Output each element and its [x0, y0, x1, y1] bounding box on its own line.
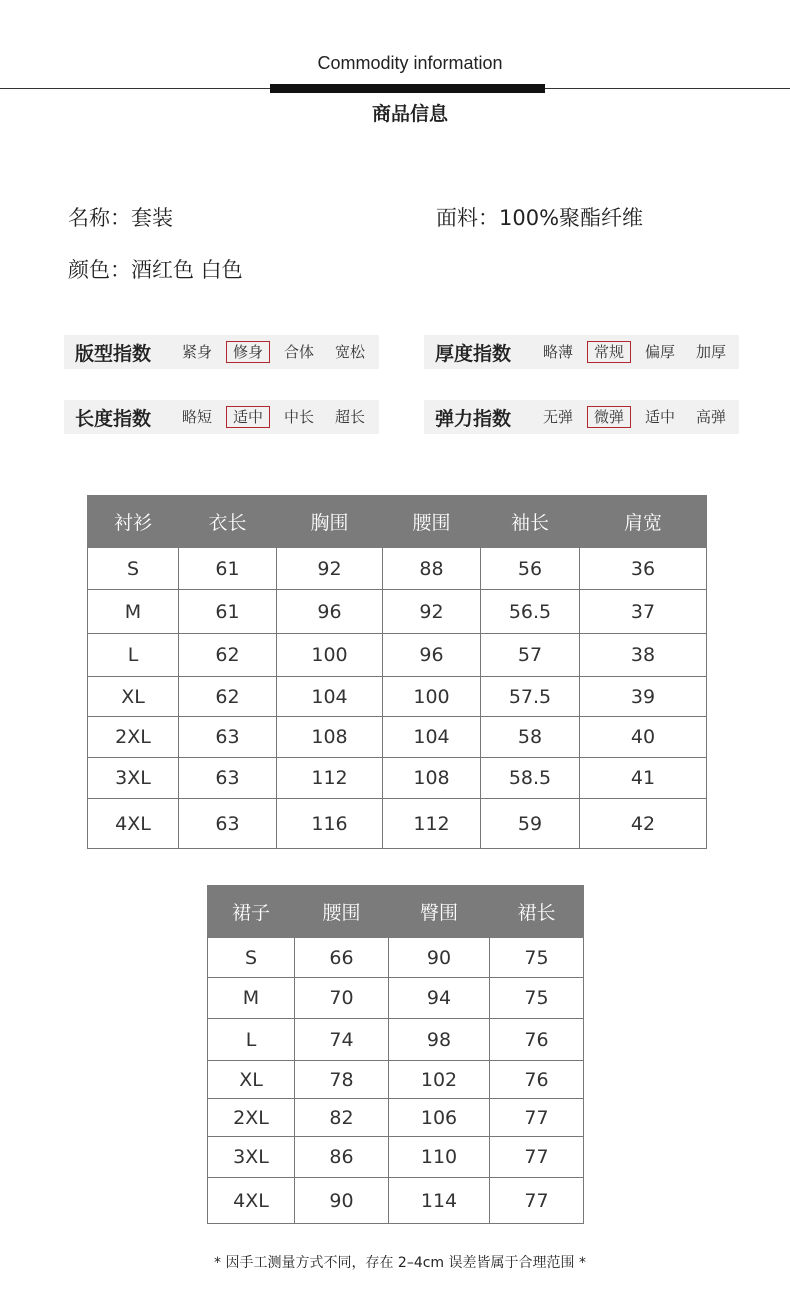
index-thickness-option: 加厚: [696, 343, 727, 361]
measurement-cell: 96: [277, 590, 383, 634]
measurement-cell: 57: [481, 634, 580, 677]
product-name: 名称：套装: [68, 206, 173, 230]
size-label-cell: 4XL: [208, 1178, 295, 1224]
table-row: [208, 1137, 584, 1178]
index-length-option: 超长: [335, 408, 366, 426]
measurement-cell: 61: [179, 548, 277, 590]
index-length-option-selected: 适中: [226, 406, 270, 428]
measurement-cell: 76: [490, 1019, 584, 1061]
index-elasticity-option: 无弹: [543, 408, 574, 426]
size-label-cell: S: [208, 938, 295, 978]
measurement-cell: 63: [179, 717, 277, 758]
measurement-cell: 38: [580, 634, 707, 677]
measurement-cell: 59: [481, 799, 580, 849]
measurement-cell: 40: [580, 717, 707, 758]
column-header: 臀围: [389, 886, 490, 938]
measurement-cell: 66: [295, 938, 389, 978]
section-title-en: Commodity information: [317, 53, 503, 73]
index-fit-option-selected: 修身: [226, 341, 270, 363]
measurement-cell: 37: [580, 590, 707, 634]
index-thickness-option: 略薄: [543, 343, 574, 361]
table-row: [88, 548, 707, 590]
index-elasticity-option-selected: 微弹: [587, 406, 631, 428]
measurement-cell: 56.5: [481, 590, 580, 634]
size-label-cell: S: [88, 548, 179, 590]
index-elasticity-option: 适中: [645, 408, 676, 426]
column-header: 衬衫: [88, 496, 179, 548]
column-header: 袖长: [481, 496, 580, 548]
measurement-cell: 108: [383, 758, 481, 799]
measurement-cell: 96: [383, 634, 481, 677]
measurement-cell: 77: [490, 1099, 584, 1137]
section-title-cn: 商品信息: [371, 103, 448, 125]
table-row: [208, 938, 584, 978]
measurement-cell: 100: [383, 677, 481, 717]
measurement-cell: 77: [490, 1178, 584, 1224]
measurement-cell: 92: [277, 548, 383, 590]
measurement-cell: 108: [277, 717, 383, 758]
table-row: [208, 1061, 584, 1099]
measurement-cell: 58.5: [481, 758, 580, 799]
measurement-cell: 62: [179, 677, 277, 717]
measurement-cell: 116: [277, 799, 383, 849]
index-thickness: [424, 335, 739, 369]
column-header: 衣长: [179, 496, 277, 548]
column-header: 腰围: [383, 496, 481, 548]
size-label-cell: 3XL: [208, 1137, 295, 1178]
table-row: [208, 1178, 584, 1224]
measurement-cell: 88: [383, 548, 481, 590]
measurement-cell: 110: [389, 1137, 490, 1178]
index-fit: [64, 335, 379, 369]
measurement-cell: 61: [179, 590, 277, 634]
product-color: 颜色：酒红色 白色: [68, 258, 243, 282]
index-length-option: 略短: [182, 408, 213, 426]
measurement-cell: 78: [295, 1061, 389, 1099]
index-thickness-title: 厚度指数: [435, 343, 512, 365]
header-divider-bar: [270, 84, 545, 93]
index-fit-option: 紧身: [182, 343, 213, 361]
measurement-cell: 41: [580, 758, 707, 799]
measurement-cell: 75: [490, 938, 584, 978]
product-fabric: 面料：100%聚酯纤维: [436, 206, 644, 230]
measurement-cell: 112: [383, 799, 481, 849]
size-label-cell: XL: [208, 1061, 295, 1099]
measurement-cell: 70: [295, 978, 389, 1019]
measurement-cell: 57.5: [481, 677, 580, 717]
index-fit-title: 版型指数: [75, 343, 152, 365]
size-label-cell: 3XL: [88, 758, 179, 799]
measurement-cell: 63: [179, 799, 277, 849]
measurement-cell: 90: [295, 1178, 389, 1224]
table-row: [88, 677, 707, 717]
index-thickness-option-selected: 常规: [587, 341, 631, 363]
column-header: 肩宽: [580, 496, 707, 548]
size-label-cell: 2XL: [208, 1099, 295, 1137]
size-label-cell: L: [208, 1019, 295, 1061]
measurement-cell: 62: [179, 634, 277, 677]
index-length-title: 长度指数: [75, 408, 152, 430]
measurement-cell: 98: [389, 1019, 490, 1061]
measurement-cell: 39: [580, 677, 707, 717]
skirt-size-table: [207, 885, 584, 1224]
index-elasticity: [424, 400, 739, 434]
size-label-cell: 2XL: [88, 717, 179, 758]
size-label-cell: M: [88, 590, 179, 634]
size-label-cell: 4XL: [88, 799, 179, 849]
shirt-size-table: [87, 495, 707, 849]
table-row: [88, 590, 707, 634]
index-elasticity-option: 高弹: [696, 408, 727, 426]
size-label-cell: XL: [88, 677, 179, 717]
index-fit-option: 宽松: [335, 343, 366, 361]
table-row: [88, 717, 707, 758]
column-header: 裙子: [208, 886, 295, 938]
measurement-cell: 42: [580, 799, 707, 849]
measurement-cell: 104: [277, 677, 383, 717]
measurement-note: * 因手工测量方式不同，存在 2–4cm 误差皆属于合理范围 *: [214, 1255, 586, 1271]
table-row: [208, 1019, 584, 1061]
measurement-cell: 92: [383, 590, 481, 634]
index-elasticity-title: 弹力指数: [435, 408, 512, 430]
index-length: [64, 400, 379, 434]
measurement-cell: 114: [389, 1178, 490, 1224]
measurement-cell: 56: [481, 548, 580, 590]
measurement-cell: 86: [295, 1137, 389, 1178]
index-fit-option: 合体: [284, 343, 315, 361]
measurement-cell: 102: [389, 1061, 490, 1099]
measurement-cell: 90: [389, 938, 490, 978]
measurement-cell: 104: [383, 717, 481, 758]
column-header: 裙长: [490, 886, 584, 938]
table-header-row: [88, 496, 707, 548]
table-row: [88, 634, 707, 677]
measurement-cell: 100: [277, 634, 383, 677]
size-label-cell: M: [208, 978, 295, 1019]
measurement-cell: 112: [277, 758, 383, 799]
measurement-cell: 36: [580, 548, 707, 590]
measurement-cell: 74: [295, 1019, 389, 1061]
table-header-row: [208, 886, 584, 938]
table-row: [208, 978, 584, 1019]
measurement-cell: 82: [295, 1099, 389, 1137]
measurement-cell: 58: [481, 717, 580, 758]
measurement-cell: 106: [389, 1099, 490, 1137]
table-row: [208, 1099, 584, 1137]
size-label-cell: L: [88, 634, 179, 677]
index-length-option: 中长: [284, 408, 315, 426]
table-row: [88, 799, 707, 849]
column-header: 胸围: [277, 496, 383, 548]
table-row: [88, 758, 707, 799]
measurement-cell: 94: [389, 978, 490, 1019]
measurement-cell: 63: [179, 758, 277, 799]
measurement-cell: 77: [490, 1137, 584, 1178]
column-header: 腰围: [295, 886, 389, 938]
measurement-cell: 75: [490, 978, 584, 1019]
index-thickness-option: 偏厚: [645, 343, 676, 361]
measurement-cell: 76: [490, 1061, 584, 1099]
